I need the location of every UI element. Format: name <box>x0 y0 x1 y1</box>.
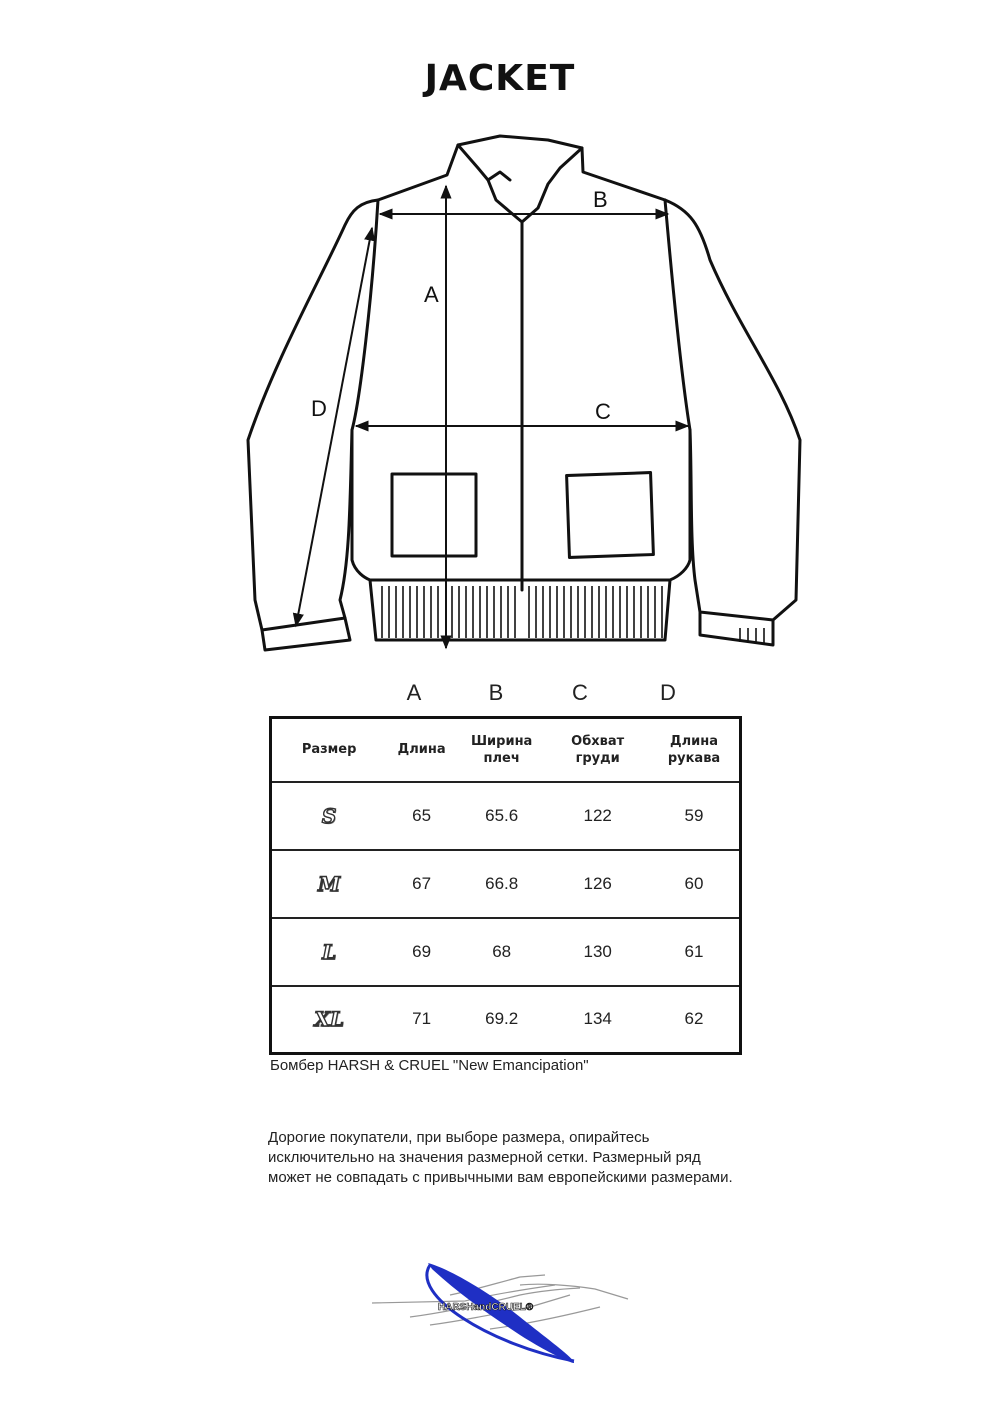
column-letter-a: A <box>406 680 422 705</box>
size-label: XL <box>314 1007 344 1032</box>
table-row <box>271 850 741 918</box>
table-cell: 71 <box>412 1009 432 1029</box>
logo-text: HARSHandCRUEL® <box>438 1302 534 1313</box>
right-sleeve <box>665 200 800 620</box>
size-label: L <box>322 939 337 964</box>
size-label: S <box>321 803 337 828</box>
label-d: D <box>311 396 327 421</box>
size-table <box>269 716 742 1055</box>
pocket-left <box>392 474 476 556</box>
pocket-right <box>567 473 654 558</box>
table-cell: 69.2 <box>485 1009 519 1029</box>
table-cell: 134 <box>583 1009 612 1029</box>
table-row <box>271 986 741 1054</box>
header-chest-girth: Обхват груди <box>546 718 649 782</box>
table-cell: 67 <box>412 873 432 893</box>
table-cell: 130 <box>583 941 612 961</box>
collar-outline <box>378 136 665 200</box>
table-header-row <box>271 718 741 782</box>
table-cell: 65.6 <box>485 805 519 825</box>
column-letter-c: C <box>572 680 588 705</box>
table-cell: 69 <box>412 941 432 961</box>
table-cell: 61 <box>684 941 704 961</box>
label-b: B <box>593 187 608 212</box>
table-cell: 122 <box>583 805 612 825</box>
product-name: Бомбер HARSH & CRUEL "New Emancipation" <box>270 1057 589 1074</box>
table-cell: 62 <box>684 1009 704 1029</box>
label-c: C <box>595 399 611 424</box>
table-cell: 65 <box>412 805 432 825</box>
brand-logo <box>370 1255 640 1365</box>
jacket-diagram <box>0 0 1000 680</box>
logo-swoosh <box>428 1263 574 1363</box>
hem-band <box>370 580 670 640</box>
label-a: A <box>424 282 439 307</box>
table-cell: 66.8 <box>485 873 519 893</box>
table-cell: 59 <box>684 805 704 825</box>
header-size: Размер <box>271 718 387 782</box>
header-sleeve-length: Длина рукава <box>649 718 740 782</box>
column-letter-row <box>0 680 1000 710</box>
table-cell: 60 <box>684 873 704 893</box>
table-cell: 68 <box>492 941 512 961</box>
table-row <box>271 918 741 986</box>
size-label: M <box>318 871 341 896</box>
table-cell: 126 <box>583 873 612 893</box>
column-letter-b: B <box>488 680 504 705</box>
page-title: JACKET <box>424 58 576 99</box>
column-letter-d: D <box>660 680 676 705</box>
header-length: Длина <box>386 718 457 782</box>
table-row <box>271 782 741 850</box>
header-shoulder-width: Ширина плеч <box>457 718 546 782</box>
size-note: Дорогие покупатели, при выборе размера, опирайтесь исключительно на значения размерной сетки. Размерный ряд может не совпадать с привычными вам европейскими размерами. <box>268 1129 733 1186</box>
